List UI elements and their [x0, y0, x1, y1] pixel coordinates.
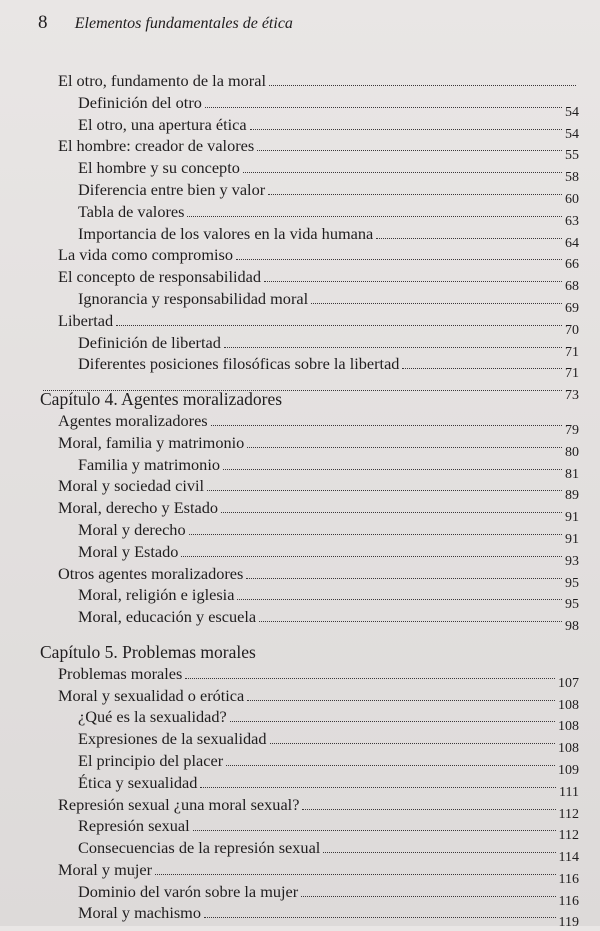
dot-leader	[246, 564, 562, 579]
dot-leader	[224, 333, 562, 348]
dot-leader	[250, 115, 562, 130]
toc-entry	[78, 288, 579, 316]
toc-row	[0, 881, 600, 909]
page-number-ref: 73	[565, 388, 579, 403]
dot-leader	[269, 71, 576, 86]
toc-row	[0, 476, 600, 504]
page-number: 8	[38, 12, 48, 33]
toc-entry-title: Tabla de valores	[78, 201, 185, 221]
toc-entry	[78, 354, 579, 382]
toc-entry	[78, 541, 579, 569]
toc-entry	[78, 519, 579, 547]
page-number-ref: 107	[558, 675, 579, 691]
toc-entry	[78, 332, 579, 360]
dot-leader	[226, 751, 555, 766]
toc-entry	[78, 92, 579, 120]
dot-leader	[268, 180, 562, 195]
toc-row	[0, 432, 600, 460]
toc-entry-title: Consecuencias de la represión sexual	[78, 838, 321, 858]
toc-entry-title: El otro, una apertura ética	[78, 114, 247, 134]
page-number-ref: 80	[565, 444, 579, 460]
toc-row	[0, 838, 600, 866]
dot-leader	[207, 477, 562, 492]
page-number-ref: 119	[558, 915, 579, 931]
toc-entry	[40, 642, 579, 663]
toc-row	[0, 410, 600, 438]
dot-leader	[200, 773, 556, 788]
page-number-ref: 66	[565, 257, 579, 273]
dot-leader	[302, 795, 555, 810]
toc-entry-title: Libertad	[58, 310, 114, 330]
page-number-ref: 109	[558, 762, 579, 778]
toc-entry-title: Moral y derecho	[78, 519, 186, 539]
toc-row	[0, 663, 600, 691]
toc-row	[0, 267, 600, 295]
toc-entry	[58, 136, 579, 164]
page-number-ref: 55	[565, 148, 579, 164]
toc-row	[0, 541, 600, 569]
dot-leader	[205, 93, 562, 108]
toc-entry	[58, 267, 579, 295]
toc-entry	[58, 859, 579, 887]
toc-entry-title: Diferencia entre bien y valor	[78, 179, 266, 199]
dot-leader	[193, 816, 556, 831]
page-number-ref: 54	[565, 104, 579, 120]
dot-leader	[204, 904, 556, 919]
toc-entry	[78, 816, 579, 844]
toc-row	[0, 354, 600, 382]
toc-entry	[58, 476, 579, 504]
dot-leader	[237, 585, 562, 600]
toc-entry-title: Familia y matrimonio	[78, 454, 220, 474]
toc-entry-title: El principio del placer	[78, 750, 224, 770]
toc-entry	[78, 881, 579, 909]
page-number-ref: 98	[565, 619, 579, 635]
toc-entry-title: Moral, familia y matrimonio	[58, 432, 245, 452]
toc-row	[0, 310, 600, 338]
toc-entry-title: Expresiones de la sexualidad	[78, 729, 267, 749]
toc-row	[0, 71, 600, 93]
toc-row	[0, 903, 600, 931]
page-header	[38, 12, 293, 34]
dot-leader	[376, 224, 562, 239]
dot-leader	[247, 433, 562, 448]
dot-leader	[187, 202, 562, 217]
page-number-ref: 111	[559, 784, 579, 800]
toc-row	[0, 158, 600, 186]
page-number-ref: 108	[558, 719, 579, 735]
dot-leader	[243, 158, 562, 173]
toc-entry	[78, 750, 579, 778]
toc-entry-title: Ética y sexualidad	[78, 772, 198, 792]
toc-entry	[58, 563, 579, 591]
toc-entry-title: Moral y machismo	[78, 903, 201, 923]
toc-row	[0, 750, 600, 778]
toc-row	[0, 136, 600, 164]
toc-entry	[58, 663, 579, 691]
toc-row	[0, 685, 600, 713]
chapter-row	[0, 642, 600, 664]
dot-leader	[247, 686, 555, 701]
dot-leader	[230, 707, 555, 722]
toc-entry-title: Represión sexual	[78, 816, 190, 836]
toc-row	[0, 707, 600, 735]
toc-row	[0, 772, 600, 800]
dot-leader	[211, 411, 562, 426]
toc-entry-title: Agentes moralizadores	[58, 410, 208, 430]
page-number-ref: 71	[565, 344, 579, 360]
toc-entry-title: Definición de libertad	[78, 332, 221, 352]
table-of-contents	[0, 71, 600, 931]
dot-leader	[116, 311, 562, 326]
dot-leader	[311, 289, 562, 304]
toc-row	[0, 607, 600, 635]
toc-row	[0, 201, 600, 229]
toc-entry-title: Moral y sexualidad o erótica	[58, 685, 245, 705]
toc-entry	[78, 838, 579, 866]
toc-entry-title: El concepto de responsabilidad	[58, 267, 261, 287]
toc-entry	[78, 707, 579, 735]
chapter-row	[0, 389, 600, 411]
dot-leader	[402, 355, 562, 370]
toc-row	[0, 816, 600, 844]
page-number-ref: 112	[558, 828, 579, 844]
toc-entry	[78, 607, 579, 635]
toc-row	[0, 114, 600, 142]
toc-entry	[78, 729, 579, 757]
page-number-ref: 69	[565, 300, 579, 316]
page-number-ref: 116	[558, 871, 579, 887]
dot-leader	[323, 838, 555, 853]
toc-row	[0, 454, 600, 482]
toc-entry-title: La vida como compromiso	[58, 245, 233, 265]
toc-entry-title: Moral y mujer	[58, 859, 153, 879]
toc-row	[0, 729, 600, 757]
toc-entry	[78, 158, 579, 186]
page-number-ref: 81	[565, 466, 579, 482]
page-number-ref: 64	[565, 235, 579, 251]
toc-entry	[58, 794, 579, 822]
toc-row	[0, 563, 600, 591]
page-number-ref: 60	[565, 191, 579, 207]
toc-entry-title: Represión sexual ¿una moral sexual?	[58, 794, 300, 814]
toc-entry	[78, 179, 579, 207]
dot-leader	[223, 455, 562, 470]
dot-leader	[181, 542, 562, 557]
chapter-row	[0, 629, 600, 642]
toc-entry	[78, 772, 579, 800]
page-number-ref: 116	[558, 893, 579, 909]
toc-entry-title: Ignorancia y responsabilidad moral	[78, 288, 309, 308]
toc-row	[0, 794, 600, 822]
dot-leader	[301, 882, 555, 897]
page-number-ref: 95	[565, 597, 579, 613]
page-number-ref: 95	[565, 575, 579, 591]
page-number-ref: 54	[565, 126, 579, 142]
page-number-ref: 112	[558, 806, 579, 822]
toc-entry-title: El hombre y su concepto	[78, 158, 240, 178]
toc-row	[0, 92, 600, 120]
toc-entry-title: Definición del otro	[78, 92, 202, 112]
dot-leader	[236, 246, 562, 261]
toc-entry	[78, 223, 579, 251]
toc-entry	[78, 585, 579, 613]
dot-leader	[257, 137, 562, 152]
toc-entry-title: Importancia de los valores en la vida humana	[78, 223, 374, 243]
toc-entry	[58, 498, 579, 526]
toc-entry	[78, 201, 579, 229]
toc-row	[0, 519, 600, 547]
page-number-ref: 68	[565, 279, 579, 295]
dot-leader	[155, 860, 555, 875]
chapter-title: Capítulo 5. Problemas morales	[40, 641, 256, 662]
toc-entry	[58, 71, 579, 91]
toc-entry	[58, 685, 579, 713]
toc-entry	[58, 410, 579, 438]
dot-leader	[189, 520, 562, 535]
toc-entry-title: Moral, religión e iglesia	[78, 585, 235, 605]
running-title: Elementos fundamentales de ética	[74, 15, 293, 32]
toc-entry-title: El otro, fundamento de la moral	[58, 71, 266, 90]
toc-entry-title: ¿Qué es la sexualidad?	[78, 707, 227, 727]
toc-entry-title: Moral, educación y escuela	[78, 607, 257, 627]
page-number-ref: 91	[565, 510, 579, 526]
page-number-ref: 79	[565, 422, 579, 438]
toc-entry	[78, 454, 579, 482]
toc-entry-title: Moral y sociedad civil	[58, 476, 205, 496]
page-number-ref: 114	[558, 850, 579, 866]
chapter-title: Capítulo 4. Agentes moralizadores	[40, 389, 283, 410]
toc-entry-title: Moral y Estado	[78, 541, 179, 561]
toc-entry	[58, 310, 579, 338]
toc-row	[0, 498, 600, 526]
page-number-ref: 93	[565, 553, 579, 569]
toc-entry-title: Otros agentes moralizadores	[58, 563, 244, 583]
toc-entry-title: Dominio del varón sobre la mujer	[78, 881, 299, 901]
toc-entry-title: Moral, derecho y Estado	[58, 498, 219, 518]
toc-entry-title: Problemas morales	[58, 663, 183, 683]
toc-entry	[58, 245, 579, 273]
dot-leader	[185, 664, 555, 679]
toc-entry	[40, 389, 579, 410]
toc-row	[0, 859, 600, 887]
toc-row	[0, 179, 600, 207]
toc-row	[0, 288, 600, 316]
page-number-ref: 70	[565, 322, 579, 338]
page-number-ref: 58	[565, 170, 579, 186]
page-number-ref: 71	[565, 366, 579, 382]
toc-row	[0, 245, 600, 273]
toc-entry	[78, 114, 579, 142]
dot-leader	[259, 607, 562, 622]
page-number-ref: 91	[565, 531, 579, 547]
toc-entry	[78, 903, 579, 931]
dot-leader	[221, 498, 562, 513]
toc-entry	[58, 432, 579, 460]
toc-entry-title: El hombre: creador de valores	[58, 136, 255, 156]
toc-row	[0, 585, 600, 613]
page-number-ref: 108	[558, 741, 579, 757]
page-number-ref: 108	[558, 697, 579, 713]
toc-row	[0, 332, 600, 360]
toc-row	[0, 223, 600, 251]
page-number-ref: 63	[565, 213, 579, 229]
dot-leader	[264, 267, 562, 282]
dot-leader	[270, 729, 555, 744]
page-number-ref: 89	[565, 488, 579, 504]
toc-entry-title: Diferentes posiciones filosóficas sobre la libertad	[78, 354, 400, 374]
